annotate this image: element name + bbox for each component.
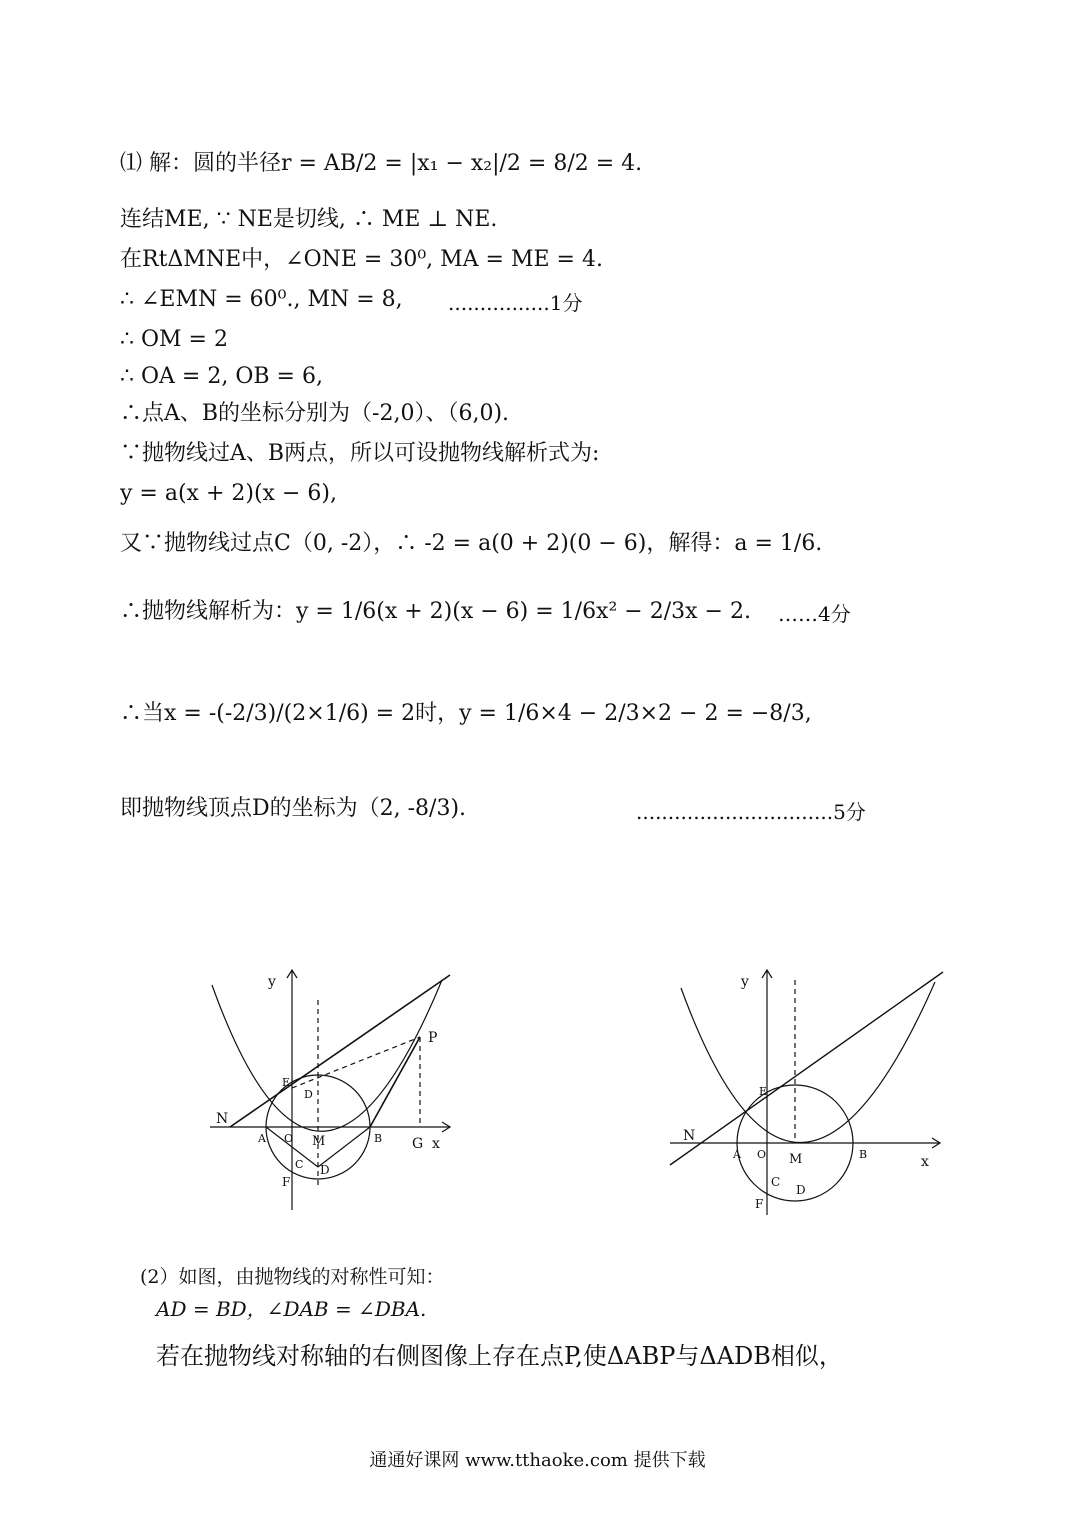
fig2-tangent-line bbox=[670, 972, 943, 1165]
fig2-label-M: M bbox=[789, 1152, 803, 1167]
part2-line-1: (2）如图，由抛物线的对称性可知： bbox=[140, 1266, 445, 1288]
solution-line-6: ∴ OA = 2, OB = 6, bbox=[120, 364, 323, 389]
fig1-label-N: N bbox=[216, 1111, 229, 1127]
fig1-label-D-top: D bbox=[304, 1088, 313, 1101]
fig1-label-y: y bbox=[268, 974, 276, 990]
fig2-label-B: B bbox=[859, 1148, 868, 1161]
fig1-label-A: A bbox=[258, 1132, 266, 1145]
fig1-label-C: C bbox=[295, 1158, 304, 1171]
solution-line-8: ∵抛物线过A、B两点，所以可设抛物线解析式为: bbox=[120, 441, 600, 466]
fig2-label-A: A bbox=[733, 1148, 741, 1161]
fig1-label-E: E bbox=[282, 1076, 291, 1089]
figure-1 bbox=[200, 960, 470, 1220]
score-4: ……4分 bbox=[778, 602, 851, 626]
fig1-label-O: O bbox=[284, 1132, 294, 1145]
score-5: ...............................5分 bbox=[636, 800, 866, 824]
solution-line-9: y = a(x + 2)(x − 6), bbox=[120, 481, 337, 506]
fig2-label-F: F bbox=[755, 1197, 764, 1211]
fig2-label-x: x bbox=[921, 1154, 929, 1170]
fig2-label-N: N bbox=[683, 1128, 696, 1144]
part2-line-3: 若在抛物线对称轴的右侧图像上存在点P,使ΔABP与ΔADB相似， bbox=[156, 1342, 843, 1370]
figure-2 bbox=[665, 960, 950, 1220]
solution-line-5: ∴ OM = 2 bbox=[120, 327, 228, 352]
fig1-label-D: D bbox=[320, 1163, 330, 1177]
fig1-label-x: x bbox=[432, 1136, 440, 1152]
part2-line-2: AD = BD，∠DAB = ∠DBA. bbox=[156, 1297, 427, 1321]
solution-line-13: 即抛物线顶点D的坐标为（2, -8/3). bbox=[120, 796, 467, 821]
solution-line-11: ∴抛物线解析为：y = 1/6(x + 2)(x − 6) = 1/6x² − 2/3x − 2. bbox=[120, 599, 751, 624]
fig1-label-M: M bbox=[312, 1134, 326, 1149]
solution-line-1: ⑴ 解：圆的半径r = AB/2 = |x₁ − x₂|/2 = 8/2 = 4. bbox=[120, 151, 643, 176]
fig1-label-G: G bbox=[412, 1136, 424, 1152]
fig2-label-y: y bbox=[741, 974, 749, 990]
fig2-label-C: C bbox=[771, 1175, 781, 1189]
fig1-tangent-line bbox=[230, 975, 450, 1127]
fig1-label-F: F bbox=[282, 1175, 291, 1189]
score-1: ................1分 bbox=[448, 291, 583, 315]
page-footer: 通通好课网 www.tthaoke.com 提供下载 bbox=[369, 1450, 706, 1471]
solution-line-12: ∴当x = -(-2/3)/(2×1/6) = 2时，y = 1/6×4 − 2/3×2 − 2 = −8/3, bbox=[120, 701, 812, 726]
fig2-parabola bbox=[681, 982, 935, 1143]
fig1-label-B: B bbox=[374, 1132, 383, 1145]
solution-line-2: 连结ME, ∵ NE是切线, ∴ ME ⊥ NE. bbox=[120, 207, 498, 232]
fig1-label-P: P bbox=[428, 1030, 438, 1046]
fig2-label-D: D bbox=[796, 1183, 806, 1197]
solution-line-10: 又∵抛物线过点C（0, -2），∴ -2 = a(0 + 2)(0 − 6)，解得：a = 1/6. bbox=[120, 531, 823, 556]
solution-line-7: ∴点A、B的坐标分别为（-2,0）、（6,0). bbox=[120, 401, 510, 426]
solution-line-3: 在RtΔMNE中，∠ONE = 30⁰, MA = ME = 4. bbox=[120, 247, 603, 272]
fig2-label-O: O bbox=[757, 1148, 767, 1161]
solution-line-4: ∴ ∠EMN = 60⁰., MN = 8, bbox=[120, 287, 403, 312]
fig2-label-E: E bbox=[759, 1085, 768, 1098]
fig1-parabola bbox=[212, 980, 442, 1131]
